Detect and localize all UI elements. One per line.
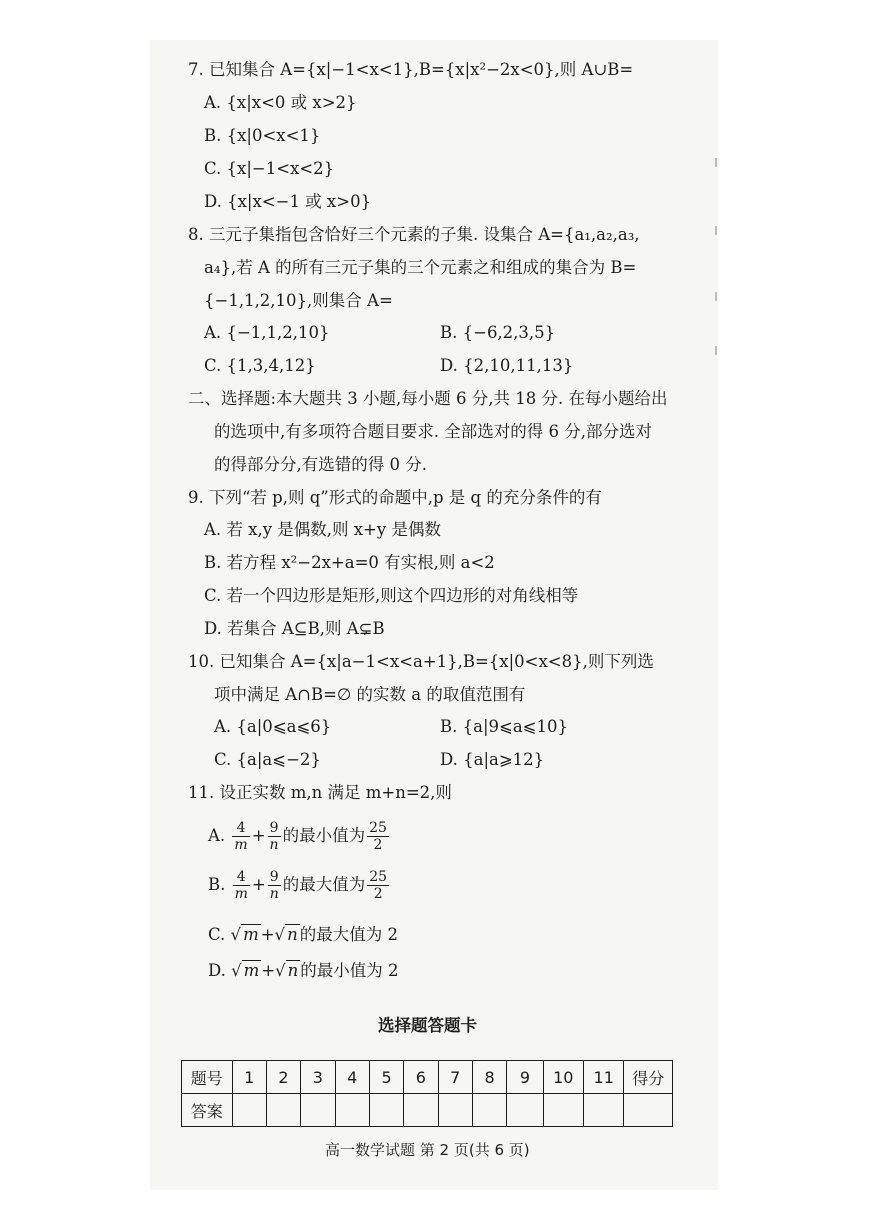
q9-option-c: C. 若一个四边形是矩形,则这个四边形的对角线相等 xyxy=(204,586,579,605)
header-cell: 4 xyxy=(335,1061,369,1094)
q11-stem: 11. 设正实数 m,n 满足 m+n=2,则 xyxy=(188,783,452,802)
plus-sign: + xyxy=(261,961,276,980)
q7-option-a: A. {x|x<0 或 x>2} xyxy=(204,93,357,112)
q10-option-d: D. {a|a⩾12} xyxy=(440,750,545,769)
header-cell: 6 xyxy=(404,1061,438,1094)
sqrt-m: √ m xyxy=(231,961,260,980)
denominator: 2 xyxy=(373,886,383,902)
option-letter: D. xyxy=(208,961,226,980)
score-cell[interactable] xyxy=(624,1094,673,1127)
edge-mark xyxy=(715,158,717,167)
answer-cell[interactable] xyxy=(584,1094,624,1127)
option-letter: B. xyxy=(208,875,226,894)
answer-cell[interactable] xyxy=(232,1094,266,1127)
numerator: 4 xyxy=(232,820,249,837)
answer-card-title: 选择题答题卡 xyxy=(378,1016,477,1035)
denominator: m xyxy=(234,886,248,902)
option-letter: A. xyxy=(208,826,226,845)
numerator: 9 xyxy=(268,820,281,837)
denominator: n xyxy=(269,886,279,902)
fraction-9-over-n xyxy=(268,869,281,902)
q11-option-c xyxy=(208,924,398,946)
header-cell: 5 xyxy=(369,1061,403,1094)
radicand: n xyxy=(287,925,298,944)
numerator: 25 xyxy=(369,820,387,836)
header-cell: 1 xyxy=(232,1061,266,1094)
header-cell: 题号 xyxy=(182,1061,233,1094)
q8-option-c: C. {1,3,4,12} xyxy=(204,356,316,375)
numerator: 9 xyxy=(268,869,281,886)
radicand: n xyxy=(287,961,299,980)
answer-cell[interactable] xyxy=(335,1094,369,1127)
q11-option-a xyxy=(208,818,391,854)
fraction-25-over-2 xyxy=(367,869,389,902)
answer-cell[interactable] xyxy=(438,1094,472,1127)
q10-option-b: B. {a|9⩽a⩽10} xyxy=(440,717,568,736)
radicand: m xyxy=(243,925,259,944)
page-footer: 高一数学试题 第 2 页(共 6 页) xyxy=(325,1141,530,1159)
header-cell: 7 xyxy=(438,1061,472,1094)
answer-cell[interactable] xyxy=(369,1094,403,1127)
section2-line3: 的得部分分,有选错的得 0 分. xyxy=(214,455,427,474)
q8-option-b: B. {−6,2,3,5} xyxy=(440,323,556,342)
fraction-4-over-m xyxy=(233,869,250,902)
q7-option-c: C. {x|−1<x<2} xyxy=(204,159,335,178)
sqrt-m: √ m xyxy=(230,925,259,944)
q8-stem-line3: {−1,1,2,10},则集合 A= xyxy=(204,291,393,310)
header-cell: 3 xyxy=(301,1061,335,1094)
option-text: 的最大值为 xyxy=(282,875,366,894)
plus-sign: + xyxy=(251,826,266,845)
sqrt-n: √ n xyxy=(274,925,298,944)
answer-row xyxy=(182,1094,673,1127)
section2-line2: 的选项中,有多项符合题目要求. 全部选对的得 6 分,部分选对 xyxy=(214,422,652,441)
radicand: m xyxy=(243,961,260,980)
denominator: n xyxy=(269,837,279,853)
fraction-25-over-2 xyxy=(367,820,389,853)
header-cell: 2 xyxy=(266,1061,300,1094)
edge-mark xyxy=(715,292,717,301)
denominator: m xyxy=(234,837,248,853)
q10-option-c: C. {a|a⩽−2} xyxy=(214,750,321,769)
answer-cell[interactable] xyxy=(404,1094,438,1127)
header-row xyxy=(182,1061,673,1094)
header-cell: 8 xyxy=(472,1061,506,1094)
edge-mark xyxy=(715,346,717,355)
sqrt-n: √ n xyxy=(275,961,299,980)
answer-row-label: 答案 xyxy=(182,1094,233,1127)
answer-cell[interactable] xyxy=(543,1094,583,1127)
plus-sign: + xyxy=(260,925,275,944)
fraction-4-over-m xyxy=(232,820,249,853)
header-cell: 9 xyxy=(507,1061,543,1094)
q11-option-b xyxy=(208,867,391,903)
answer-cell[interactable] xyxy=(301,1094,335,1127)
option-text: 的最小值为 xyxy=(282,826,366,845)
q10-option-a: A. {a|0⩽a⩽6} xyxy=(214,717,332,736)
answer-cell[interactable] xyxy=(266,1094,300,1127)
section2-line1: 二、选择题:本大题共 3 小题,每小题 6 分,共 18 分. 在每小题给出 xyxy=(188,389,668,408)
q8-stem-line1: 8. 三元子集指包含恰好三个元素的子集. 设集合 A={a₁,a₂,a₃, xyxy=(188,225,640,244)
fraction-9-over-n xyxy=(268,820,281,853)
q7-option-b: B. {x|0<x<1} xyxy=(204,126,321,145)
q8-option-a: A. {−1,1,2,10} xyxy=(204,323,330,342)
answer-card-table xyxy=(181,1060,673,1127)
option-text: 的最小值为 2 xyxy=(300,961,399,980)
q9-option-b: B. 若方程 x²−2x+a=0 有实根,则 a<2 xyxy=(204,553,495,572)
numerator: 4 xyxy=(233,869,250,886)
denominator: 2 xyxy=(373,837,383,853)
q8-option-d: D. {2,10,11,13} xyxy=(440,356,574,375)
q8-stem-line2: a₄},若 A 的所有三元子集的三个元素之和组成的集合为 B= xyxy=(204,258,637,277)
answer-cell[interactable] xyxy=(472,1094,506,1127)
q7-option-d: D. {x|x<−1 或 x>0} xyxy=(204,192,372,211)
q9-option-a: A. 若 x,y 是偶数,则 x+y 是偶数 xyxy=(204,520,441,539)
q10-stem-line2: 项中满足 A∩B=∅ 的实数 a 的取值范围有 xyxy=(214,685,526,704)
header-cell: 11 xyxy=(584,1061,624,1094)
q11-option-d xyxy=(208,960,399,982)
header-cell: 得分 xyxy=(624,1061,673,1094)
numerator: 25 xyxy=(369,869,388,885)
q9-stem: 9. 下列“若 p,则 q”形式的命题中,p 是 q 的充分条件的有 xyxy=(188,488,602,507)
q9-option-d: D. 若集合 A⊆B,则 A⊊B xyxy=(204,619,385,638)
q10-stem-line1: 10. 已知集合 A={x|a−1<x<a+1},B={x|0<x<8},则下列选 xyxy=(188,652,654,671)
option-letter: C. xyxy=(208,925,226,944)
answer-cell[interactable] xyxy=(507,1094,543,1127)
q7-stem: 7. 已知集合 A={x|−1<x<1},B={x|x²−2x<0},则 A∪B= xyxy=(188,60,634,79)
edge-mark xyxy=(715,226,717,235)
header-cell: 10 xyxy=(543,1061,583,1094)
option-text: 的最大值为 2 xyxy=(299,925,398,944)
plus-sign: + xyxy=(251,875,266,894)
